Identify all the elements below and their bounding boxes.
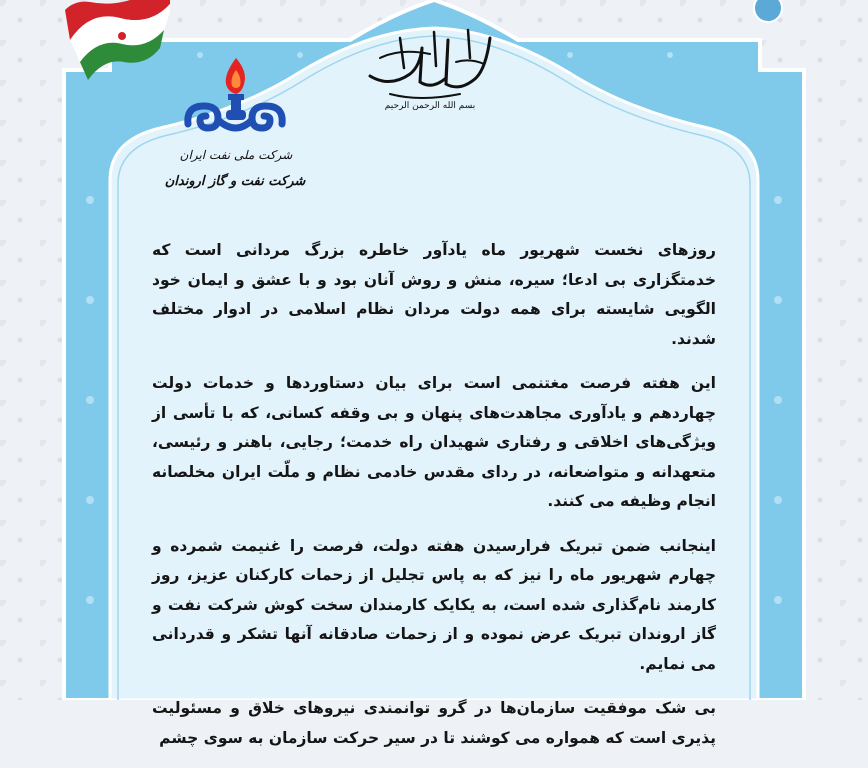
bismillah-text: بسم الله الرحمن الرحیم xyxy=(384,101,476,110)
paragraph: روزهای نخست شهریور ماه یادآور خاطره بزرگ مردانی است که خدمتگزاری بی ادعا؛ سیره، منش و روش آنان بود و با عشق و ایمان خود الگویی شایسته برای همه دولت مردان نظام اسلامی در ادوار مختلف شدند. xyxy=(152,241,716,348)
company-logo xyxy=(180,54,290,144)
iran-flag-icon xyxy=(60,0,180,84)
bismillah-calligraphy xyxy=(360,18,500,110)
paragraph: اینجانب ضمن تبریک فرارسیدن هفته دولت، فرصت را غنیمت شمرده و چهارم شهریور ماه را نیز که به پاس تجلیل از زحمات کارکنان عزیز، روز کارمند نام‌گذاری شده است، به یکایک کارمندان سخت کوش شرکت نفت و گاز اروندان تبریک عرض نموده و از زحمات صادقانه آنها تشکر و قدردانی می نمایم. xyxy=(152,536,716,673)
paragraph: این هفته فرصت مغتنمی است برای بیان دستاوردها و خدمات دولت چهاردهم و یادآوری مجاهدت‌های پنهان و بی وقفه کسانی، که با تأسی از ویژگی‌های اخلاقی و رفتاری شهیدان راه خدمت؛ رجایی، باهنر و رئیسی، متعهدانه و متواضعانه، در ردای مقدس خادمی نظام و ملّت ایران مخلصانه انجام وظیفه می کنند. xyxy=(152,374,716,510)
message-body xyxy=(152,236,716,768)
logo-caption-arvandan: شرکت نفت و گاز اروندان xyxy=(164,174,306,189)
paragraph: بی شک موفقیت سازمان‌ها در گرو توانمندی نیروهای خلاق و مسئولیت پذیری است که همواره می کوشند تا در سیر حرکت سازمان به سوی چشم xyxy=(152,699,716,747)
logo-caption-nioc: شرکت ملی نفت ایران xyxy=(179,148,293,162)
